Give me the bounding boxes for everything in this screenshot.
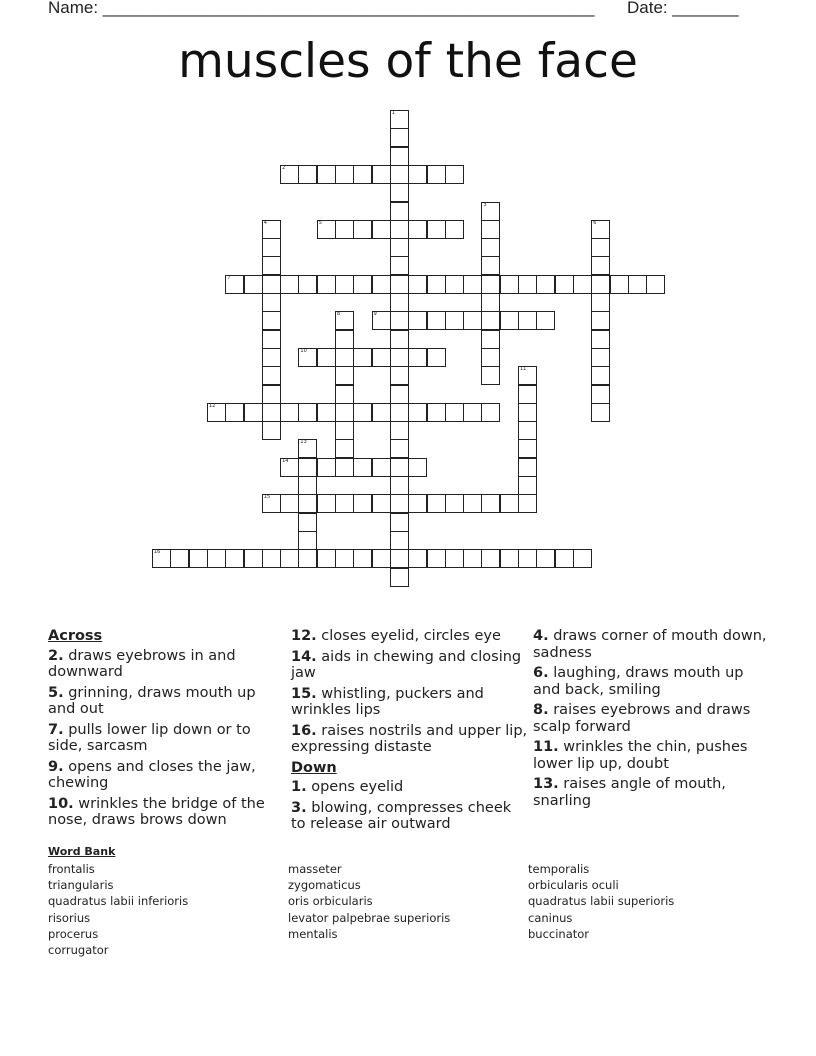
crossword-cell[interactable] [427, 165, 446, 184]
crossword-cell[interactable] [353, 220, 372, 239]
word-bank-item: procerus [48, 926, 99, 941]
crossword-cell[interactable] [262, 311, 281, 330]
crossword-cell[interactable] [646, 275, 665, 294]
clue-down-3 [291, 800, 529, 833]
crossword-cell[interactable] [445, 220, 464, 239]
crossword-cell[interactable] [262, 256, 281, 275]
crossword-cell[interactable] [500, 494, 519, 513]
crossword-cell[interactable] [207, 403, 226, 422]
crossword-cell[interactable] [280, 458, 299, 477]
crossword-cell[interactable] [317, 494, 336, 513]
clue-text: draws eyebrows in and downward [48, 647, 236, 680]
crossword-cell[interactable] [298, 531, 317, 550]
crossword-cell[interactable] [536, 275, 555, 294]
clue-number-label: 6 [593, 219, 597, 226]
crossword-cell[interactable] [390, 439, 409, 458]
clue-number: 7. [48, 721, 64, 738]
crossword-cell[interactable] [335, 494, 354, 513]
clue-number-label: 13 [300, 439, 307, 446]
across-heading: Across [48, 628, 103, 644]
clue-number: 16. [291, 722, 317, 739]
clue-number-label: 14 [282, 457, 289, 464]
name-field-label: Name: ____________________________________________________ [48, 0, 595, 17]
clue-down-13 [533, 776, 771, 809]
down-heading: Down [291, 759, 337, 776]
crossword-cell[interactable] [481, 293, 500, 312]
crossword-cell[interactable] [445, 494, 464, 513]
crossword-cell[interactable] [317, 348, 336, 367]
crossword-cell[interactable] [518, 275, 537, 294]
crossword-cell[interactable] [262, 549, 281, 568]
clue-across-5 [48, 685, 286, 718]
crossword-cell[interactable] [390, 311, 409, 330]
clue-number-label: 5 [318, 219, 322, 226]
crossword-cell[interactable] [335, 421, 354, 440]
word-bank-item: buccinator [528, 926, 590, 941]
word-bank-item: quadratus labii inferioris [48, 894, 189, 909]
clue-text: closes eyelid, circles eye [316, 628, 501, 644]
crossword-cell[interactable] [189, 549, 208, 568]
crossword-cell[interactable] [463, 403, 482, 422]
crossword-cell[interactable] [372, 549, 391, 568]
crossword-cell[interactable] [427, 494, 446, 513]
crossword-cell[interactable] [390, 238, 409, 257]
crossword-cell[interactable] [408, 458, 427, 477]
crossword-cell[interactable] [353, 494, 372, 513]
crossword-cell[interactable] [335, 311, 354, 330]
crossword-cell[interactable] [298, 348, 317, 367]
crossword-cell[interactable] [573, 275, 592, 294]
crossword-cell[interactable] [463, 275, 482, 294]
crossword-cell[interactable] [591, 293, 610, 312]
crossword-cell[interactable] [280, 165, 299, 184]
crossword-cell[interactable] [335, 458, 354, 477]
crossword-cell[interactable] [390, 568, 409, 587]
crossword-cell[interactable] [481, 403, 500, 422]
clue-across-12 [291, 628, 529, 645]
crossword-cell[interactable] [481, 330, 500, 349]
clue-number: 14. [291, 648, 317, 665]
crossword-cell[interactable] [481, 366, 500, 385]
crossword-cell[interactable] [372, 403, 391, 422]
crossword-cell[interactable] [170, 549, 189, 568]
crossword-cell[interactable] [372, 275, 391, 294]
crossword-cell[interactable] [353, 549, 372, 568]
crossword-cell[interactable] [518, 549, 537, 568]
crossword-cell[interactable] [298, 403, 317, 422]
crossword-cell[interactable] [390, 330, 409, 349]
crossword-cell[interactable] [591, 330, 610, 349]
crossword-cell[interactable] [518, 494, 537, 513]
crossword-cell[interactable] [335, 385, 354, 404]
crossword-cell[interactable] [335, 330, 354, 349]
crossword-cell[interactable] [317, 549, 336, 568]
crossword-cell[interactable] [353, 458, 372, 477]
crossword-cell[interactable] [225, 275, 244, 294]
crossword-cell[interactable] [353, 403, 372, 422]
clue-number: 10. [48, 795, 74, 812]
clue-across-15 [291, 686, 529, 719]
crossword-cell[interactable] [536, 549, 555, 568]
clue-number-label: 3 [483, 201, 487, 208]
crossword-cell[interactable] [390, 385, 409, 404]
crossword-cell[interactable] [298, 439, 317, 458]
crossword-cell[interactable] [353, 275, 372, 294]
crossword-cell[interactable] [518, 366, 537, 385]
crossword-cell[interactable] [591, 348, 610, 367]
page-title: muscles of the face [178, 34, 638, 89]
clue-number: 6. [533, 665, 549, 681]
crossword-cell[interactable] [372, 458, 391, 477]
clue-across-16 [291, 723, 529, 756]
crossword-cell[interactable] [280, 549, 299, 568]
word-bank-title: Word Bank [48, 845, 116, 858]
clue-across-10 [48, 796, 286, 829]
crossword-cell[interactable] [518, 385, 537, 404]
crossword-cell[interactable] [408, 494, 427, 513]
crossword-cell[interactable] [298, 458, 317, 477]
clues-column-3 [533, 628, 771, 813]
crossword-cell[interactable] [317, 220, 336, 239]
clue-number-label: 16 [154, 549, 161, 556]
crossword-cell[interactable] [408, 165, 427, 184]
clues-column-2 [291, 628, 529, 837]
clue-text: aids in chewing and closing jaw [291, 648, 522, 681]
crossword-cell[interactable] [481, 202, 500, 221]
crossword-cell[interactable] [518, 458, 537, 477]
word-bank-column-1 [48, 861, 283, 958]
clue-text: raises angle of mouth, snarling [533, 776, 726, 809]
crossword-cell[interactable] [390, 293, 409, 312]
crossword-cell[interactable] [335, 439, 354, 458]
crossword-cell[interactable] [207, 549, 226, 568]
crossword-cell[interactable] [262, 275, 281, 294]
crossword-cell[interactable] [335, 348, 354, 367]
clue-number: 12. [291, 628, 317, 644]
crossword-cell[interactable] [500, 549, 519, 568]
crossword-cell[interactable] [262, 366, 281, 385]
crossword-cell[interactable] [280, 275, 299, 294]
clue-down-11 [533, 739, 771, 772]
crossword-cell[interactable] [372, 494, 391, 513]
crossword-cell[interactable] [335, 220, 354, 239]
clue-down-1 [291, 779, 529, 796]
clue-text: whistling, puckers and wrinkles lips [291, 685, 484, 718]
crossword-cell[interactable] [408, 275, 427, 294]
word-bank-item: orbicularis oculi [528, 878, 619, 893]
crossword-cell[interactable] [518, 421, 537, 440]
crossword-cell[interactable] [335, 275, 354, 294]
crossword-cell[interactable] [152, 549, 171, 568]
clue-text: draws corner of mouth down, sadness [533, 628, 767, 661]
clue-text: blowing, compresses cheek to release air outward [291, 799, 512, 832]
crossword-cell[interactable] [591, 238, 610, 257]
crossword-cell[interactable] [317, 275, 336, 294]
word-bank-item: mentalis [288, 926, 338, 941]
crossword-cell[interactable] [390, 147, 409, 166]
crossword-cell[interactable] [463, 494, 482, 513]
crossword-cell[interactable] [390, 220, 409, 239]
clue-across-9 [48, 759, 286, 792]
crossword-cell[interactable] [262, 385, 281, 404]
crossword-cell[interactable] [555, 275, 574, 294]
clue-text: raises eyebrows and draws scalp forward [533, 702, 751, 735]
crossword-cell[interactable] [390, 256, 409, 275]
crossword-cell[interactable] [390, 494, 409, 513]
crossword-cell[interactable] [481, 275, 500, 294]
crossword-cell[interactable] [536, 311, 555, 330]
crossword-cell[interactable] [500, 275, 519, 294]
clue-number: 4. [533, 628, 549, 644]
clue-number: 15. [291, 685, 317, 702]
crossword-cell[interactable] [610, 275, 629, 294]
clue-number: 1. [291, 779, 307, 795]
crossword-cell[interactable] [481, 220, 500, 239]
crossword-cell[interactable] [518, 476, 537, 495]
clue-number-label: 11 [520, 366, 527, 373]
crossword-cell[interactable] [390, 531, 409, 550]
crossword-cell[interactable] [335, 165, 354, 184]
clue-number-label: 12 [208, 402, 216, 409]
crossword-cell[interactable] [335, 366, 354, 385]
clue-number-label: 8 [337, 311, 341, 318]
crossword-cell[interactable] [518, 439, 537, 458]
crossword-cell[interactable] [427, 275, 446, 294]
clue-text: wrinkles the bridge of the nose, draws brows down [48, 795, 265, 828]
crossword-cell[interactable] [481, 549, 500, 568]
crossword-cell[interactable] [591, 256, 610, 275]
crossword-cell[interactable] [280, 494, 299, 513]
crossword-cell[interactable] [481, 311, 500, 330]
crossword-cell[interactable] [445, 165, 464, 184]
crossword-cell[interactable] [463, 311, 482, 330]
crossword-cell[interactable] [390, 366, 409, 385]
clue-text: raises nostrils and upper lip, expressing distaste [291, 722, 528, 755]
clue-number: 13. [533, 776, 559, 792]
clue-text: pulls lower lip down or to side, sarcasm [48, 721, 251, 754]
clue-number: 5. [48, 684, 64, 701]
clues-column-1 [48, 628, 286, 833]
crossword-cell[interactable] [280, 403, 299, 422]
crossword-cell[interactable] [390, 110, 409, 129]
word-bank-item: oris orbicularis [288, 894, 373, 909]
crossword-cell[interactable] [298, 165, 317, 184]
crossword-cell[interactable] [262, 348, 281, 367]
crossword-cell[interactable] [481, 348, 500, 367]
crossword-cell[interactable] [298, 494, 317, 513]
word-bank-item: quadratus labii superioris [528, 894, 675, 909]
crossword-cell[interactable] [244, 403, 263, 422]
clue-text: grinning, draws mouth up and out [48, 684, 256, 717]
crossword-cell[interactable] [591, 385, 610, 404]
crossword-cell[interactable] [262, 220, 281, 239]
crossword-cell[interactable] [427, 549, 446, 568]
crossword-cell[interactable] [628, 275, 647, 294]
crossword-cell[interactable] [335, 403, 354, 422]
word-bank-item: risorius [48, 910, 91, 925]
word-bank-item: temporalis [528, 862, 590, 876]
crossword-cell[interactable] [372, 348, 391, 367]
crossword-cell[interactable] [390, 403, 409, 422]
crossword-cell[interactable] [298, 275, 317, 294]
crossword-cell[interactable] [353, 165, 372, 184]
clue-number-label: 1 [391, 110, 396, 116]
crossword-cell[interactable] [591, 275, 610, 294]
crossword-cell[interactable] [262, 421, 281, 440]
clue-text: wrinkles the chin, pushes lower lip up, doubt [533, 739, 748, 772]
crossword-cell[interactable] [262, 403, 281, 422]
crossword-cell[interactable] [518, 403, 537, 422]
crossword-cell[interactable] [298, 513, 317, 532]
crossword-cell[interactable] [390, 275, 409, 294]
crossword-cell[interactable] [481, 494, 500, 513]
crossword-cell[interactable] [262, 330, 281, 349]
crossword-cell[interactable] [445, 403, 464, 422]
crossword-cell[interactable] [390, 128, 409, 147]
crossword-cell[interactable] [591, 403, 610, 422]
crossword-cell[interactable] [244, 275, 263, 294]
word-bank-item: corrugator [48, 943, 109, 958]
clue-across-14 [291, 649, 529, 682]
crossword-cell[interactable] [262, 238, 281, 257]
crossword-cell[interactable] [262, 293, 281, 312]
crossword-cell[interactable] [335, 549, 354, 568]
clue-number-label: 7 [227, 274, 231, 281]
clue-number-label: 9 [373, 311, 377, 318]
crossword-cell[interactable] [445, 275, 464, 294]
crossword-cell[interactable] [225, 549, 244, 568]
clue-number-label: 10 [300, 347, 307, 354]
crossword-cell[interactable] [390, 421, 409, 440]
clue-text: opens and closes the jaw, chewing [48, 758, 256, 791]
crossword-cell[interactable] [408, 348, 427, 367]
clue-down-8 [533, 702, 771, 735]
crossword-cell[interactable] [591, 220, 610, 239]
clue-number: 8. [533, 702, 549, 718]
crossword-cell[interactable] [408, 311, 427, 330]
crossword-cell[interactable] [408, 549, 427, 568]
crossword-cell[interactable] [225, 403, 244, 422]
clue-across-7 [48, 722, 286, 755]
date-field-label: Date: _______ [627, 0, 739, 17]
clue-down-6 [533, 665, 771, 698]
crossword-cell[interactable] [298, 476, 317, 495]
word-bank-item: triangularis [48, 878, 114, 893]
crossword-cell[interactable] [500, 311, 519, 330]
crossword-cell[interactable] [591, 311, 610, 330]
crossword-cell[interactable] [390, 202, 409, 221]
clue-across-2 [48, 648, 286, 681]
crossword-cell[interactable] [244, 549, 263, 568]
word-bank-item: zygomaticus [288, 878, 361, 893]
crossword-cell[interactable] [427, 348, 446, 367]
word-bank-column-2 [288, 861, 523, 942]
crossword-cell[interactable] [518, 311, 537, 330]
crossword-cell[interactable] [427, 311, 446, 330]
crossword-cell[interactable] [372, 311, 391, 330]
crossword-cell[interactable] [317, 458, 336, 477]
crossword-cell[interactable] [298, 549, 317, 568]
clue-number: 3. [291, 799, 307, 816]
clue-number-label: 4 [263, 219, 267, 226]
clue-number: 2. [48, 647, 64, 664]
word-bank-item: frontalis [48, 862, 95, 876]
word-bank-item: masseter [288, 862, 342, 876]
crossword-cell[interactable] [390, 165, 409, 184]
crossword-cell[interactable] [555, 549, 574, 568]
crossword-cell[interactable] [353, 348, 372, 367]
crossword-cell[interactable] [317, 165, 336, 184]
clue-number: 11. [533, 739, 559, 755]
crossword-cell[interactable] [427, 403, 446, 422]
crossword-cell[interactable] [262, 494, 281, 513]
crossword-cell[interactable] [390, 476, 409, 495]
crossword-cell[interactable] [372, 165, 391, 184]
crossword-cell[interactable] [390, 183, 409, 202]
clue-down-4 [533, 628, 771, 661]
crossword-cell[interactable] [445, 549, 464, 568]
crossword-cell[interactable] [463, 549, 482, 568]
word-bank-item: caninus [528, 910, 573, 925]
clue-text: opens eyelid [306, 779, 404, 795]
clue-number-label: 15 [263, 494, 271, 501]
crossword-cell[interactable] [481, 256, 500, 275]
clue-number-label: 2 [282, 164, 286, 171]
crossword-cell[interactable] [390, 513, 409, 532]
crossword-cell[interactable] [372, 220, 391, 239]
crossword-cell[interactable] [408, 220, 427, 239]
crossword-cell[interactable] [390, 549, 409, 568]
clue-number: 9. [48, 758, 64, 775]
crossword-cell[interactable] [390, 458, 409, 477]
word-bank-item: levator palpebrae superioris [288, 910, 451, 925]
crossword-cell[interactable] [317, 403, 336, 422]
crossword-cell[interactable] [427, 220, 446, 239]
crossword-cell[interactable] [445, 311, 464, 330]
crossword-cell[interactable] [573, 549, 592, 568]
crossword-cell[interactable] [591, 366, 610, 385]
word-bank-column-3 [528, 861, 763, 942]
crossword-cell[interactable] [481, 238, 500, 257]
clue-text: laughing, draws mouth up and back, smiling [533, 665, 744, 698]
crossword-cell[interactable] [408, 403, 427, 422]
crossword-cell[interactable] [390, 348, 409, 367]
